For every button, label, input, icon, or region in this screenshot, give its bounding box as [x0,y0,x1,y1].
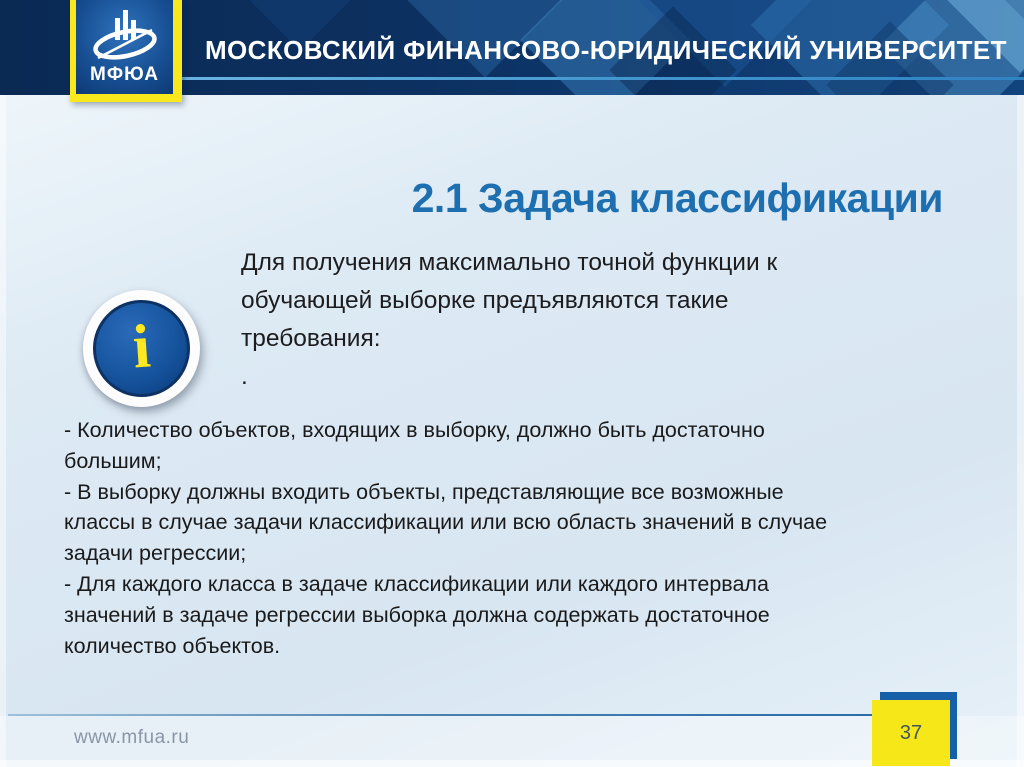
intro-line: обучающей выборке предъявляются такие [241,287,729,314]
intro-paragraph [241,244,777,396]
body-line: задачи регрессии; [64,541,247,566]
body-line: классы в случае задачи классификации или всю область значений в случае [64,510,828,535]
footer-divider-line [8,714,872,716]
page-number-badge [872,700,950,766]
logo-abbreviation: МФЮА [90,64,159,85]
info-icon-circle [93,300,190,397]
header-accent-line [182,77,1024,80]
intro-line: Для получения максимально точной функции к [241,249,778,276]
body-line: - В выборку должны входить объекты, представляющие все возможные [64,479,784,504]
body-line: значений в задаче регрессии выборка должна содержать достаточное [64,602,770,627]
mfua-logo-icon [82,6,168,64]
logo-frame [70,0,182,102]
body-line: - Количество объектов, входящих в выборку, должно быть достаточно [64,418,765,442]
intro-line: требования: [241,325,381,352]
mfua-logo [76,0,173,94]
info-icon-glyph: i [130,311,153,382]
slide-border-left [0,95,6,767]
info-icon [83,290,200,407]
body-line: - Для каждого класса в задаче классификации или каждого интервала [64,571,769,596]
slide-border-bottom [0,760,1024,767]
intro-line: . [241,363,248,390]
body-paragraph [64,415,827,661]
website-url: www.mfua.ru [74,727,190,748]
page-number: 37 [899,721,923,744]
body-line: большим; [64,448,162,473]
university-name: МОСКОВСКИЙ ФИНАНСОВО-ЮРИДИЧЕСКИЙ УНИВЕРСИТЕТ [205,35,1007,65]
slide-border-right [1017,95,1024,767]
page-title: 2.1 Задача классификации [411,175,943,221]
body-line: количество объектов. [64,633,281,658]
